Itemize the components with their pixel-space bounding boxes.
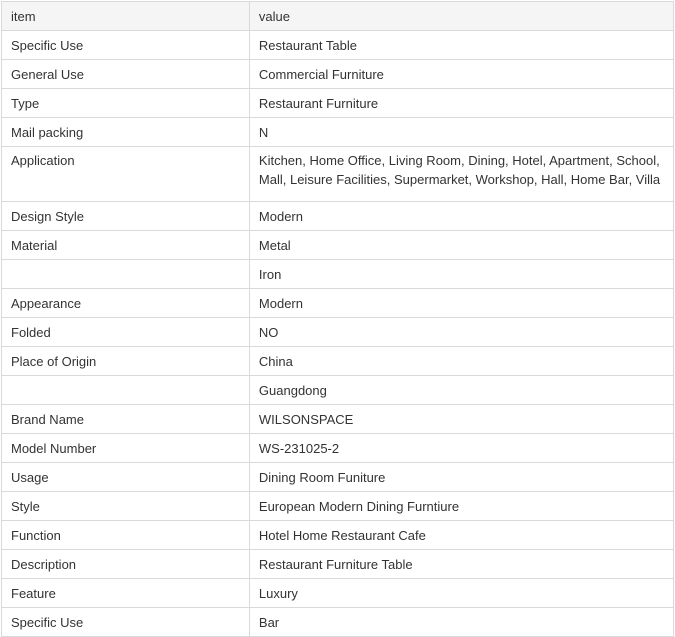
row-item: Description xyxy=(2,550,250,579)
row-value: Kitchen, Home Office, Living Room, Dining, Hotel, Apartment, School, Mall, Leisure Facilities, Supermarket, Workshop, Hall, Home Bar, Villa xyxy=(249,147,673,202)
row-item: Appearance xyxy=(2,289,250,318)
row-value: European Modern Dining Furntiure xyxy=(249,492,673,521)
table-row xyxy=(2,579,674,608)
row-value: WS-231025-2 xyxy=(249,434,673,463)
row-value: Iron xyxy=(249,260,673,289)
row-value: NO xyxy=(249,318,673,347)
row-item: Mail packing xyxy=(2,118,250,147)
table-row xyxy=(2,434,674,463)
header-item: item xyxy=(2,2,250,31)
table-row xyxy=(2,492,674,521)
table-row xyxy=(2,260,674,289)
table-row xyxy=(2,89,674,118)
table-row xyxy=(2,31,674,60)
row-item: Type xyxy=(2,89,250,118)
table-row xyxy=(2,147,674,202)
row-item: Usage xyxy=(2,463,250,492)
row-value: WILSONSPACE xyxy=(249,405,673,434)
row-item: Material xyxy=(2,231,250,260)
row-value: N xyxy=(249,118,673,147)
row-value: Commercial Furniture xyxy=(249,60,673,89)
row-value: Modern xyxy=(249,289,673,318)
row-item: Place of Origin xyxy=(2,347,250,376)
row-item: Application xyxy=(2,147,250,202)
table-row xyxy=(2,318,674,347)
row-item: Function xyxy=(2,521,250,550)
row-value: Restaurant Table xyxy=(249,31,673,60)
table-row xyxy=(2,608,674,637)
spec-table xyxy=(1,1,674,637)
row-item: Specific Use xyxy=(2,608,250,637)
table-header-row xyxy=(2,2,674,31)
table-row xyxy=(2,550,674,579)
row-value: China xyxy=(249,347,673,376)
table-row xyxy=(2,347,674,376)
row-value: Guangdong xyxy=(249,376,673,405)
table-row xyxy=(2,289,674,318)
row-value: Restaurant Furniture Table xyxy=(249,550,673,579)
row-value: Bar xyxy=(249,608,673,637)
row-item xyxy=(2,260,250,289)
table-row xyxy=(2,521,674,550)
row-value: Modern xyxy=(249,202,673,231)
row-value: Metal xyxy=(249,231,673,260)
row-item: Folded xyxy=(2,318,250,347)
table-row xyxy=(2,60,674,89)
row-value: Luxury xyxy=(249,579,673,608)
row-item: Style xyxy=(2,492,250,521)
row-item xyxy=(2,376,250,405)
row-value: Hotel Home Restaurant Cafe xyxy=(249,521,673,550)
table-row xyxy=(2,463,674,492)
table-row xyxy=(2,202,674,231)
row-value: Restaurant Furniture xyxy=(249,89,673,118)
header-value: value xyxy=(249,2,673,31)
row-value: Dining Room Funiture xyxy=(249,463,673,492)
row-item: Brand Name xyxy=(2,405,250,434)
row-item: Model Number xyxy=(2,434,250,463)
table-row xyxy=(2,376,674,405)
table-row xyxy=(2,118,674,147)
row-item: Design Style xyxy=(2,202,250,231)
table-row xyxy=(2,405,674,434)
row-item: Feature xyxy=(2,579,250,608)
table-row xyxy=(2,231,674,260)
row-item: Specific Use xyxy=(2,31,250,60)
row-item: General Use xyxy=(2,60,250,89)
